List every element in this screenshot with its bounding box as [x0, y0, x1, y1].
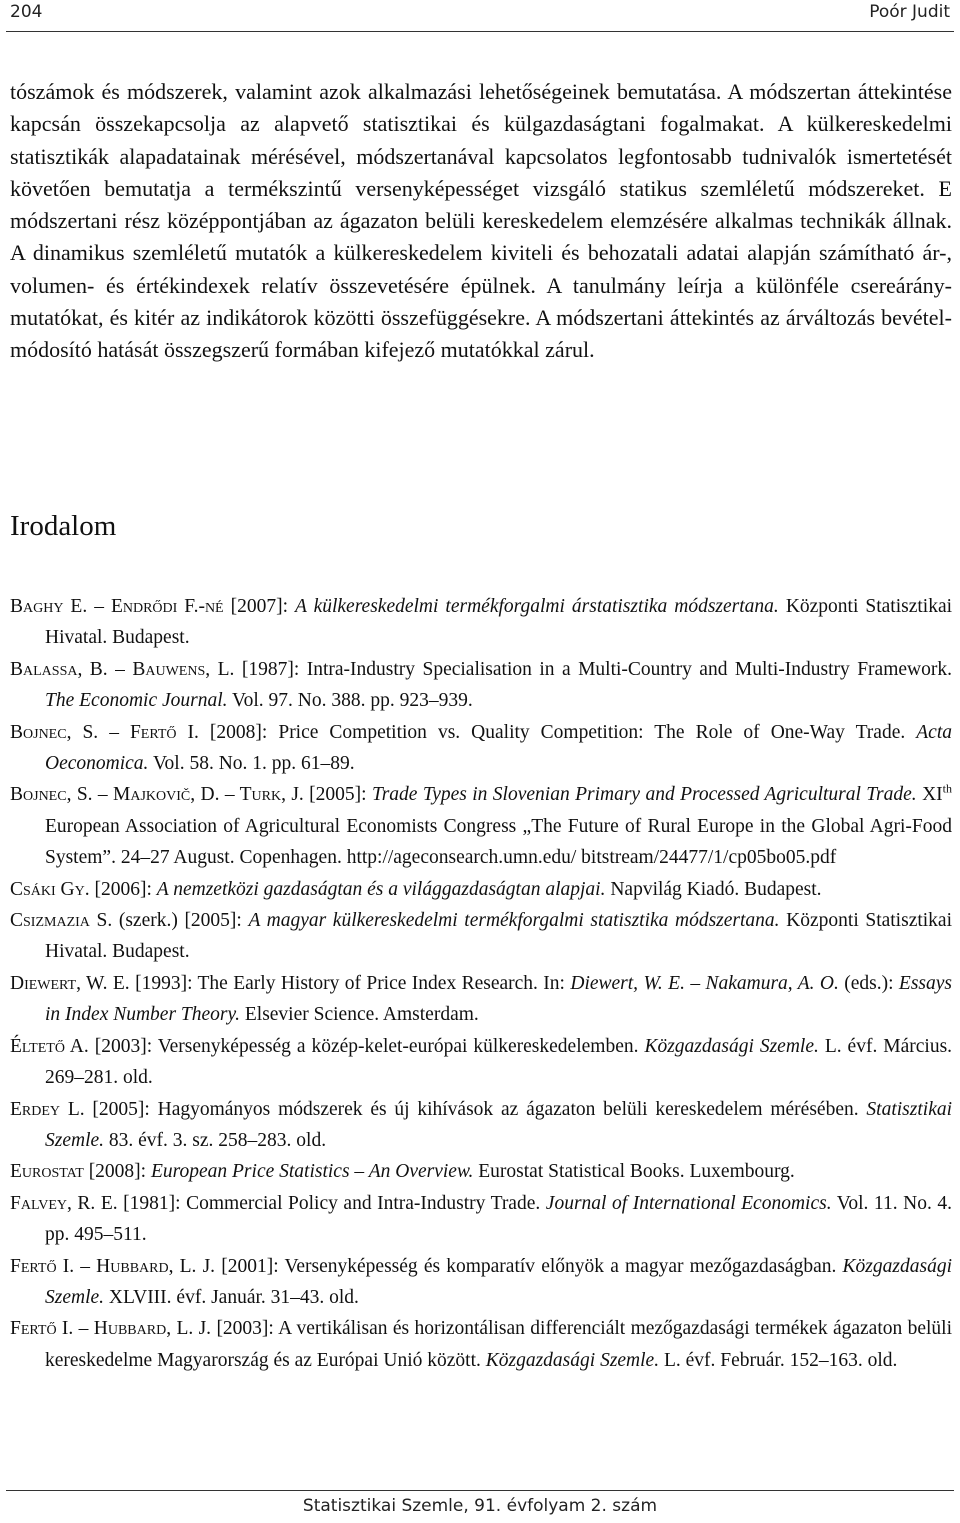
reference-journal: Közgazdasági Szemle.: [644, 1035, 819, 1057]
reference-list: [10, 591, 952, 1376]
reference-editors: Diewert, W. E. – Nakamura, A. O.: [570, 972, 839, 994]
reference-authors: Eurostat: [10, 1161, 84, 1183]
reference-journal: Acta Oeconomica.: [45, 721, 952, 775]
reference-authors: Csáki Gy.: [10, 878, 90, 900]
reference-title: A magyar külkereskedelmi termékforgalmi statisztika módszertana.: [248, 910, 780, 932]
reference-authors: Erdey L.: [10, 1098, 85, 1120]
reference-details: Eurostat Statistical Books. Luxembourg.: [478, 1161, 795, 1183]
reference-details: Vol. 97. No. 388. pp. 923–939.: [232, 690, 473, 712]
page-number: 204: [10, 2, 43, 22]
reference-journal: Journal of International Economics.: [545, 1192, 832, 1214]
reference-title: [2008]: Price Competition vs. Quality Competition: The Role of One-Way Trade.: [209, 721, 906, 743]
reference-title: [1987]: Intra-Industry Specialisation in a Multi-Country and Multi-Industry Framework.: [241, 658, 952, 680]
reference-year: [2006]:: [94, 878, 152, 900]
reference-item: [10, 1031, 952, 1094]
reference-authors: Fertő I. – Hubbard, L. J.: [10, 1318, 212, 1340]
reference-title: A nemzetközi gazdaságtan és a világgazdaságtan alapjai.: [156, 878, 606, 900]
reference-details: L. évf. Február. 152–163. old.: [663, 1349, 898, 1371]
reference-item: [10, 717, 952, 780]
reference-details: Központi Statisztikai Hivatal. Budapest.: [45, 910, 953, 963]
reference-authors: Éltető A.: [10, 1035, 89, 1057]
reference-details: Napvilág Kiadó. Budapest.: [610, 878, 822, 900]
reference-item: [10, 1188, 952, 1251]
reference-title: [2003]: A vertikálisan és horizontálisan differenciált mezőgazdasági termékek ágazaton belüli kereskedelme Magyarország és az Európai Unió között.: [45, 1318, 953, 1371]
reference-title: European Price Statistics – An Overview.: [150, 1161, 474, 1183]
reference-item: [10, 968, 952, 1031]
header-rule: [6, 31, 954, 32]
reference-item: [10, 1156, 952, 1187]
reference-eds: (eds.):: [844, 972, 894, 994]
reference-title: [1993]: The Early History of Price Index Research. In:: [135, 972, 565, 994]
reference-item: [10, 1094, 952, 1157]
reference-details: Vol. 58. No. 1. pp. 61–89.: [152, 753, 355, 775]
reference-authors: Diewert, W. E.: [10, 972, 130, 994]
reference-authors: Bojnec, S. – Majkovič, D. – Turk, J.: [10, 784, 304, 806]
reference-year: [2007]:: [230, 596, 289, 617]
section-heading: Irodalom: [10, 510, 117, 542]
reference-superscript: th: [942, 781, 952, 796]
reference-item: [10, 1313, 952, 1376]
reference-authors: Bojnec, S. – Fertő I.: [10, 721, 199, 743]
reference-authors: Balassa, B. – Bauwens, L.: [10, 658, 235, 680]
reference-details: European Association of Agricultural Economists Congress „The Future of Rural Europe in the Global Agri-Food System”. 24–27 August. Copenhagen. http://ageconsearch.umn.edu/ bitstream/24477/1/cp05bo05.pdf: [45, 815, 952, 869]
running-head-author: Poór Judit: [869, 2, 950, 22]
reference-journal: Statisztikai Szemle.: [45, 1098, 953, 1151]
reference-congress-number: XI: [922, 784, 943, 806]
reference-year: [2005]:: [309, 784, 367, 806]
reference-details: L. évf. Március. 269–281. old.: [45, 1035, 953, 1089]
reference-journal: The Economic Journal.: [45, 690, 228, 712]
reference-journal: Közgazdasági Szemle.: [45, 1255, 952, 1308]
reference-title: [1981]: Commercial Policy and Intra-Industry Trade.: [123, 1192, 541, 1214]
reference-item: [10, 654, 952, 717]
page-header: [0, 0, 960, 30]
reference-title: A külkereskedelmi termékforgalmi árstatisztika módszertana.: [295, 596, 779, 617]
reference-item: [10, 874, 952, 905]
reference-title: Trade Types in Slovenian Primary and Processed Agricultural Trade.: [371, 784, 917, 806]
reference-details: Elsevier Science. Amsterdam.: [244, 1004, 479, 1026]
reference-details: Központi Statisztikai Hivatal. Budapest.: [45, 596, 953, 649]
reference-journal: Közgazdasági Szemle.: [485, 1349, 660, 1371]
reference-authors: Csizmazia S.: [10, 910, 113, 932]
journal-issue: Statisztikai Szemle, 91. évfolyam 2. szám: [302, 1496, 658, 1516]
reference-year: (szerk.) [2005]:: [118, 910, 242, 932]
reference-details: 83. évf. 3. sz. 258–283. old.: [108, 1129, 327, 1151]
reference-item: [10, 905, 952, 968]
reference-year: [2008]:: [88, 1161, 147, 1183]
reference-title: [2005]: Hagyományos módszerek és új kihívások az ágazaton belüli kereskedelem mérésében.: [92, 1098, 859, 1120]
reference-authors: Fertő I. – Hubbard, L. J.: [10, 1255, 216, 1277]
body-paragraph: tószámok és módszerek, valamint azok alkalmazási lehetőségeinek bemutatása. A módszertan áttekintése kapcsán összekapcsolja az alapvető statisztikai és külgazdaságtani fogalmakat. A külkereskedelmi statisztikák alapadatainak mérésével, módszertanával kapcsolatos legfontosabb tudnivalók ismertetését követően bemutatja a termékszintű versenyképességet vizsgáló statikus szemléletű módszereket. E módszertani rész középpontjában az ágazaton belüli kereskedelem elemzésére alkalmas technikák állnak. A dinamikus szemléletű mutatók a külkereskedelem kiviteli és behozatali adatai alapján számítható ár-, volumen- és értékindexek relatív összevetésére épülnek. A tanulmány leírja a különféle csereárány-mutatókat, és kitér az indikátorok közötti összefüggésekre. A módszertani áttekintés az árváltozás bevétel-módosító hatását összegszerű formában kifejező mutatókkal zárul.: [10, 79, 952, 363]
reference-item: [10, 1251, 952, 1314]
reference-authors: Falvey, R. E.: [10, 1192, 118, 1214]
reference-details: XLVIII. évf. Január. 31–43. old.: [108, 1286, 359, 1308]
reference-title: [2001]: Versenyképesség és komparatív előnyök a magyar mezőgazdaságban.: [221, 1255, 837, 1277]
reference-authors: Baghy E. – Endrődi F.-né: [10, 596, 224, 617]
reference-item: [10, 779, 952, 873]
reference-details: Vol. 11. No. 4. pp. 495–511.: [45, 1192, 952, 1246]
reference-title: [2003]: Versenyképesség a közép-kelet-európai külkereskedelemben.: [94, 1035, 639, 1057]
footer-rule: [6, 1490, 954, 1491]
reference-item: [10, 591, 952, 654]
reference-book: Essays in Index Number Theory.: [45, 972, 952, 1026]
